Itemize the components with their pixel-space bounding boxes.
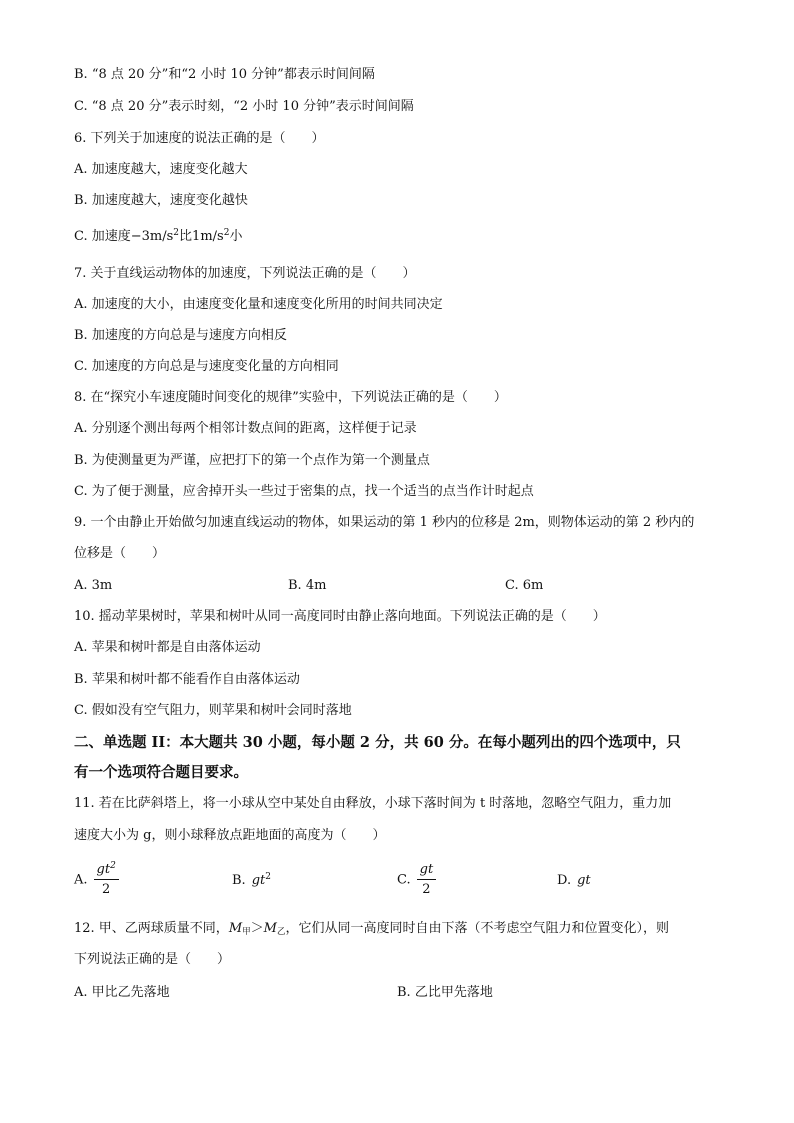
q6-stem: 6. 下列关于加速度的说法正确的是（ ） (74, 131, 325, 146)
q12-sub-1: 甲 (242, 927, 251, 937)
q6c-value-2: 1m/s (192, 229, 224, 244)
q6c-mid: 比 (179, 229, 193, 244)
section-2-heading-line-2: 有一个选项符合题目要求。 (74, 764, 248, 781)
q11-option-d (557, 872, 591, 890)
q9-stem-line-2: 位移是（ ） (74, 546, 166, 561)
q5-option-c: C. “8 点 20 分”表示时刻，“2 小时 10 分钟”表示时间间隔 (74, 99, 414, 114)
q10-option-a: A. 苹果和树叶都是自由落体运动 (74, 640, 261, 655)
section-2-heading-line-1: 二、单选题 II：本大题共 30 小题，每小题 2 分，共 60 分。在每小题列出的四个选项中，只 (74, 734, 681, 751)
q6c-value-1: −3m/s (130, 229, 174, 244)
q7-stem: 7. 关于直线运动物体的加速度，下列说法正确的是（ ） (74, 266, 416, 281)
q6-option-a: A. 加速度越大，速度变化越大 (74, 162, 248, 177)
q12-stem-line-2: 下列说法正确的是（ ） (74, 952, 231, 967)
q11b-label: B. (232, 873, 246, 888)
q11a-denominator: 2 (102, 882, 111, 897)
q11b-expression: gt (251, 873, 266, 888)
q8-option-a: A. 分别逐个测出每两个相邻计数点间的距离，这样便于记录 (74, 421, 417, 436)
q12-mass-2: M (263, 921, 277, 936)
q12-option-b: B. 乙比甲先落地 (397, 985, 493, 1000)
q11b-exponent: 2 (265, 872, 271, 882)
q7-option-c: C. 加速度的方向总是与速度变化量的方向相同 (74, 359, 339, 374)
q6c-suffix: 小 (229, 229, 243, 244)
q12-sub-2: 乙 (276, 927, 286, 937)
q11-option-c (397, 862, 436, 898)
q6c-exp-2: 2 (223, 228, 230, 238)
q11a-numerator: gt (96, 862, 111, 877)
q10-option-c: C. 假如没有空气阻力，则苹果和树叶会同时落地 (74, 703, 352, 718)
q11d-label: D. (557, 873, 572, 888)
q8-option-c: C. 为了便于测量，应舍掉开头一些过于密集的点，找一个适当的点当作计时起点 (74, 484, 534, 499)
q7-option-a: A. 加速度的大小，由速度变化量和速度变化所用的时间共同决定 (74, 297, 443, 312)
q11c-numerator: gt (417, 862, 437, 880)
q12-greater-than: ＞ (250, 921, 264, 936)
q10-stem: 10. 摇动苹果树时，苹果和树叶从同一高度同时由静止落向地面。下列说法正确的是（ ） (74, 609, 606, 624)
q11-stem-line-1: 11. 若在比萨斜塔上，将一小球从空中某处自由释放，小球下落时间为 t 时落地，忽略空气阻力，重力加 (74, 796, 672, 811)
q11a-exponent: 2 (110, 861, 116, 871)
q8-stem: 8. 在“探究小车速度随时间变化的规律”实验中，下列说法正确的是（ ） (74, 390, 507, 405)
q11-option-a (74, 862, 119, 898)
q12-option-a: A. 甲比乙先落地 (74, 985, 170, 1000)
q12-stem-line-1 (74, 920, 669, 938)
q12-pre: 12. 甲、乙两球质量不同， (74, 921, 229, 936)
q11d-expression: gt (577, 873, 591, 888)
q11c-label: C. (397, 872, 411, 888)
q11a-label: A. (74, 872, 88, 888)
q6c-exp-1: 2 (173, 228, 180, 238)
q12-mass-1: M (228, 921, 243, 936)
q9-option-b: B. 4m (288, 578, 327, 593)
q12-post: ，它们从同一高度同时自由下落（不考虑空气阻力和位置变化），则 (285, 921, 669, 936)
q11-option-b (232, 872, 271, 890)
q7-option-b: B. 加速度的方向总是与速度方向相反 (74, 328, 287, 343)
q8-option-b: B. 为使测量更为严谨，应把打下的第一个点作为第一个测量点 (74, 453, 430, 468)
q11-stem-line-2: 速度大小为 g，则小球释放点距地面的高度为（ ） (74, 828, 386, 843)
q10-option-b: B. 苹果和树叶都不能看作自由落体运动 (74, 672, 300, 687)
q9-option-c: C. 6m (505, 578, 544, 593)
q6c-prefix: C. 加速度 (74, 229, 131, 244)
q11a-fraction (94, 862, 119, 898)
q6-option-b: B. 加速度越大，速度变化越快 (74, 193, 248, 208)
q5-option-b: B. “8 点 20 分”和“2 小时 10 分钟”都表示时间间隔 (74, 67, 375, 82)
q11c-denominator: 2 (422, 882, 431, 897)
q9-stem-line-1: 9. 一个由静止开始做匀加速直线运动的物体，如果运动的第 1 秒内的位移是 2m，则物体运动的第 2 秒内的 (74, 515, 695, 530)
q9-option-a: A. 3m (74, 578, 113, 593)
q6-option-c (74, 228, 242, 246)
q11c-fraction (417, 862, 437, 898)
